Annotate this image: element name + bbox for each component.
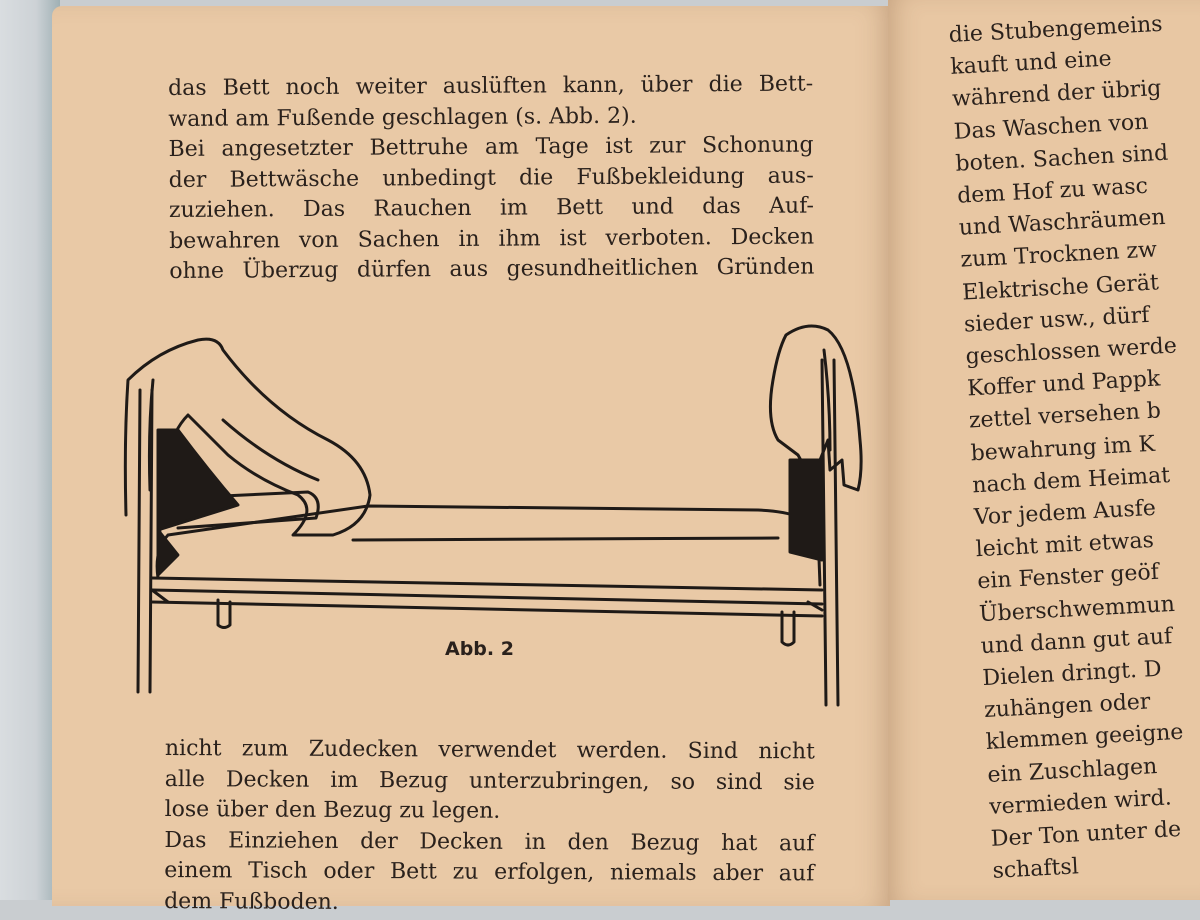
text-line: ein Fenster geöf (976, 560, 1160, 595)
text-line: schaftsl (991, 854, 1080, 885)
text-line: bewahren von Sachen in ihm ist verboten. Decken (169, 223, 815, 254)
text-line: nicht zum Zudecken verwendet werden. Sind nicht (164, 736, 815, 765)
text-line: zum Trocknen zw (959, 237, 1158, 274)
text-line: Der Ton unter de (990, 817, 1182, 852)
text-line: wand am Fußende geschlagen (s. Abb. 2). (168, 103, 637, 132)
text-line: nach dem Heimat (971, 462, 1171, 499)
text-line: boten. Sachen sind (954, 140, 1169, 177)
text-line: einem Tisch oder Bett zu erfolgen, niemals aber auf (164, 857, 815, 887)
text-line: sieder usw., dürf (963, 302, 1150, 338)
bed-illustration (118, 320, 878, 720)
text-line: geschlossen werde (965, 333, 1178, 370)
text-line: alle Decken im Bezug unterzubringen, so sind sie (164, 766, 815, 795)
text-line: ohne Überzug dürfen aus gesundheitlichen Gründen (169, 254, 815, 284)
text-line: lose über den Bezug zu legen. (164, 796, 501, 824)
text-line: Koffer und Pappk (966, 366, 1161, 402)
text-line: bewahrung im K (970, 431, 1156, 467)
text-line: zuziehen. Das Rauchen im Bett und das Auf- (168, 193, 815, 223)
text-line: ein Zuschlagen (986, 753, 1158, 788)
text-line: Das Waschen von (953, 109, 1149, 145)
text-line: dem Hof zu wasc (956, 173, 1149, 209)
text-line: leicht mit etwas (975, 528, 1155, 563)
text-line: und Waschräumen (958, 205, 1167, 241)
text-line: und dann gut auf (980, 623, 1173, 659)
desk-background (0, 0, 60, 900)
text-line: der Bettwäsche unbedingt die Fußbekleidung aus- (168, 162, 814, 193)
text-line: Dielen dringt. D (981, 656, 1163, 692)
figure-caption: Abb. 2 (445, 638, 514, 660)
text-line: Elektrische Gerät (961, 269, 1160, 306)
text-line: kauft und eine (949, 46, 1113, 81)
text-line: Bei angesetzter Bettruhe am Tage ist zur Schonung (168, 132, 814, 162)
bottom-paragraph (164, 734, 815, 920)
top-paragraph (168, 69, 814, 287)
text-line: das Bett noch weiter auslüften kann, über die Bett- (168, 71, 814, 101)
text-line: während der übrig (951, 76, 1162, 113)
text-line: dem Fußboden. (164, 888, 339, 915)
text-line: Vor jedem Ausfe (973, 495, 1157, 531)
text-line: Das Einziehen der Decken in den Bezug hat auf (164, 827, 815, 856)
text-line: die Stubengemeins (948, 11, 1164, 48)
right-page-column (948, 6, 1200, 888)
text-line: zettel versehen b (968, 398, 1162, 434)
text-line: vermieden wird. (988, 785, 1173, 820)
text-line: zuhängen oder (983, 689, 1151, 724)
text-line: Überschwemmun (978, 591, 1176, 627)
text-line: klemmen geeigne (985, 720, 1185, 756)
